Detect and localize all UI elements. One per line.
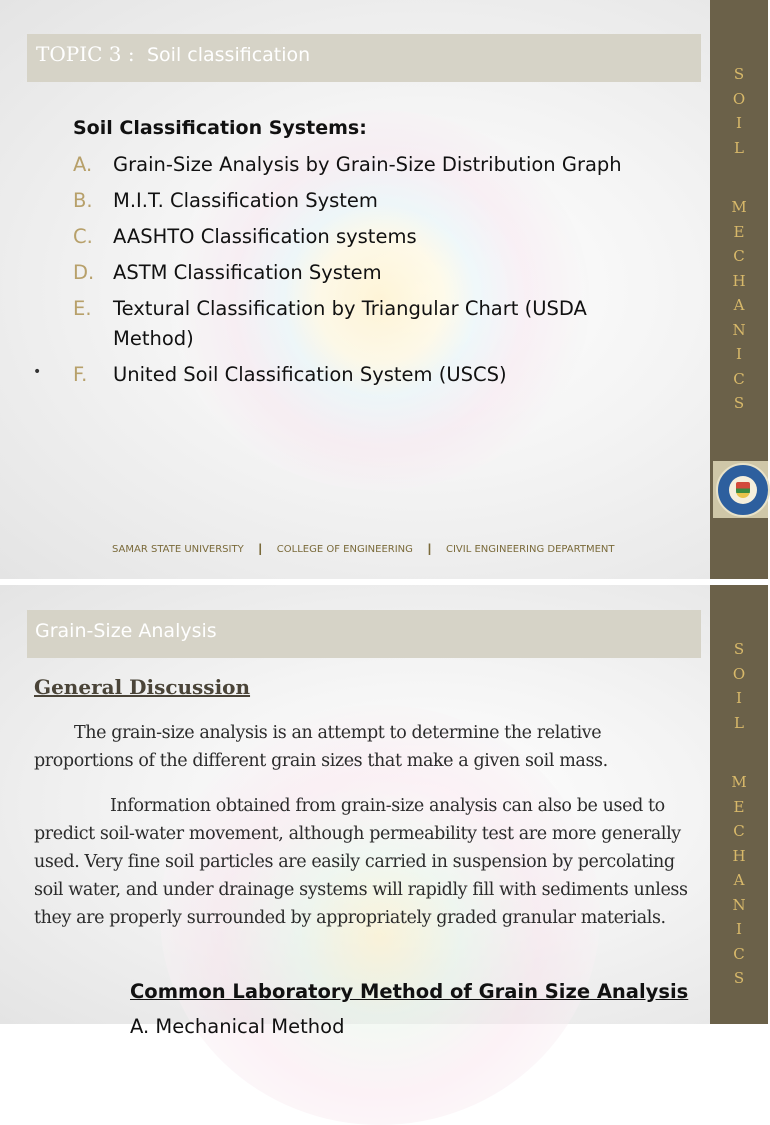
topic-title: Soil classification <box>147 44 311 66</box>
sidebar-letter: O <box>732 89 746 108</box>
sidebar-letter: M <box>731 773 747 791</box>
list-item <box>73 186 673 216</box>
list-item-text: AASHTO Classification systems <box>113 225 417 248</box>
sidebar-letter: N <box>732 895 746 914</box>
sidebar-letter: C <box>733 822 745 840</box>
paragraph-text: Information obtained from grain-size analysis can also be used to predict soil-water movement, although permeability test are more generally used. Very fine soil particles are easily carried in suspension by percolating soil water, and under drainage systems will rapidly fill with sediments unless they are properly surrounded by appropriately graded granular materials. <box>34 796 688 928</box>
university-seal-icon <box>713 461 768 518</box>
footer-department: CIVIL ENGINEERING DEPARTMENT <box>446 544 615 555</box>
slide-title-bar <box>27 34 701 82</box>
sidebar-letter: S <box>733 969 745 987</box>
paragraph <box>34 719 694 775</box>
sidebar-letter: H <box>732 271 746 290</box>
sidebar-letter: E <box>733 797 745 816</box>
paragraph-text: The grain-size analysis is an attempt to determine the relative proportions of the different grain sizes that make a given soil mass. <box>34 723 608 771</box>
sidebar-letter: S <box>733 65 745 83</box>
sub-heading: Common Laboratory Method of Grain Size Analysis <box>130 980 689 1003</box>
list-marker: A. <box>73 153 93 176</box>
list-item-text: M.I.T. Classification System <box>113 189 378 212</box>
list-item <box>73 222 673 252</box>
footer-university: SAMAR STATE UNIVERSITY <box>112 544 244 555</box>
sidebar-vertical-text <box>710 62 768 416</box>
list-marker: D. <box>73 261 95 284</box>
list-item-text: Textural Classification by Triangular Chart (USDA Method) <box>113 297 587 350</box>
sidebar-vertical-text <box>710 637 768 991</box>
section-heading: General Discussion <box>34 675 251 699</box>
footer-separator: I <box>257 540 263 559</box>
stray-bullet: • <box>33 364 42 380</box>
sidebar-letter: M <box>731 198 747 216</box>
slide-sidebar <box>710 585 768 1024</box>
systems-heading: Soil Classification Systems: <box>73 117 367 139</box>
sidebar-letter: I <box>736 345 742 363</box>
sidebar-letter: C <box>733 944 745 963</box>
list-item <box>73 150 673 180</box>
sidebar-letter: N <box>732 320 746 339</box>
list-item-text: ASTM Classification System <box>113 261 382 284</box>
sidebar-letter: O <box>732 664 746 683</box>
sidebar-letter: I <box>736 689 742 707</box>
list-marker: B. <box>73 189 93 212</box>
sidebar-letter: C <box>733 369 745 388</box>
list-item-text: Grain-Size Analysis by Grain-Size Distribution Graph <box>113 153 622 176</box>
sidebar-letter: E <box>733 222 745 241</box>
sidebar-letter: A <box>733 296 745 314</box>
sidebar-letter: A <box>733 871 745 889</box>
list-item <box>73 294 673 354</box>
paragraph <box>34 792 694 932</box>
list-marker: E. <box>73 297 92 320</box>
sidebar-letter: I <box>736 920 742 938</box>
slide-grain-size-analysis <box>0 585 768 1038</box>
slide-footer <box>112 540 615 559</box>
cut-off-line: A. Mechanical Method <box>130 1015 345 1038</box>
sidebar-letter: C <box>733 247 745 265</box>
list-item-text: United Soil Classification System (USCS) <box>113 363 507 386</box>
sidebar-letter: S <box>733 640 745 658</box>
list-marker: F. <box>73 363 88 386</box>
topic-label: TOPIC 3 : <box>36 42 135 66</box>
footer-separator: I <box>427 540 432 559</box>
sidebar-letter: L <box>734 138 744 157</box>
sidebar-letter: H <box>732 846 746 865</box>
sidebar-letter: I <box>736 114 742 132</box>
footer-college: COLLEGE OF ENGINEERING <box>276 544 413 555</box>
sidebar-letter: L <box>734 713 744 732</box>
slide-title: Grain-Size Analysis <box>35 620 217 642</box>
classification-list <box>73 150 673 396</box>
list-marker: C. <box>73 225 93 248</box>
slide-title-bar <box>27 610 701 658</box>
list-item <box>73 360 673 390</box>
sidebar-letter: S <box>733 394 745 412</box>
list-item <box>73 258 673 288</box>
